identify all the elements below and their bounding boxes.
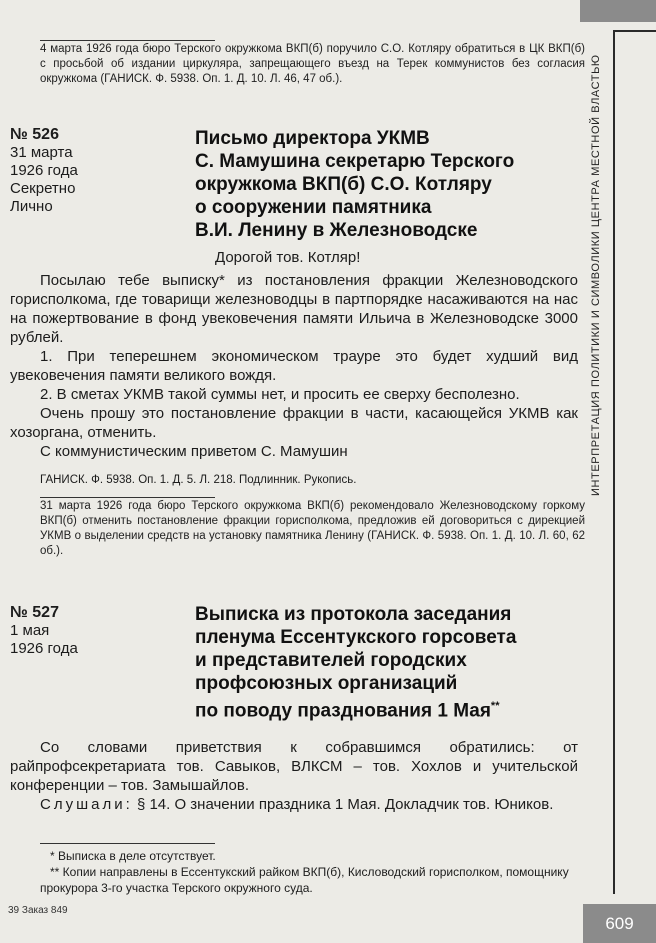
paragraph: [10, 795, 578, 814]
letter-body: [10, 271, 578, 461]
note-rule: [40, 40, 215, 41]
note-rule: [40, 497, 215, 498]
print-signature: 39 Заказ 849: [8, 905, 68, 916]
footnotes: [40, 848, 585, 896]
title-line: пленума Ессентукского горсовета: [195, 627, 517, 648]
doc-date: 1 мая: [10, 622, 50, 639]
title-line: и представителей городских: [195, 650, 467, 671]
page-number: 609: [583, 904, 656, 943]
title-line: [195, 695, 516, 722]
paragraph: 1. При теперешнем экономическом трауре это будет худший вид увековечения памяти великого вождя.: [10, 348, 578, 384]
title-line: С. Мамушина секретарю Терского: [195, 151, 515, 172]
doc-year: 1926 года: [10, 162, 78, 179]
doc-year: 1926 года: [10, 640, 78, 657]
paragraph: Очень прошу это постановление фракции в части, касающейся УКМВ как хозоргана, отменить.: [10, 405, 578, 441]
doc-title: [195, 127, 514, 242]
top-note: 4 марта 1926 года бюро Терского окружкома ВКП(б) поручило С.О. Котляру обратиться в ЦК ВКП(б) с просьбой об издании циркуляра, запрещающего въезд на Терек коммунистов без согласия окружкома (ГАНИСК. Ф. 5938. Оп. 1. Д. 10. Л. 46, 47 об.).: [40, 43, 585, 85]
doc-classification-2: Лично: [10, 198, 53, 215]
doc-meta: [10, 144, 78, 216]
title-line: В.И. Ленину в Железноводске: [195, 220, 478, 241]
title-line: Письмо директора УКМВ: [195, 128, 430, 149]
heard-label: Слушали:: [40, 796, 133, 813]
footnote-mark: **: [490, 700, 500, 712]
footnote: * Выписка в деле отсутствует.: [50, 849, 216, 863]
side-frame: [613, 30, 656, 894]
footnote: ** Копии направлены в Ессентукский райком ВКП(б), Кисловодский горисполком, помощнику прокурора 3-го участка Терского окружного суда.: [40, 865, 569, 895]
running-header: ИНТЕРПРЕТАЦИЯ ПОЛИТИКИ И СИМВОЛИКИ ЦЕНТРА МЕСТНОЙ ВЛАСТЬЮ: [590, 54, 602, 496]
doc-number: № 526: [10, 126, 59, 143]
title-line: о сооружении памятника: [195, 197, 432, 218]
archive-reference: ГАНИСК. Ф. 5938. Оп. 1. Д. 5. Л. 218. Подлинник. Рукопись.: [40, 474, 357, 486]
signature-line: С коммунистическим приветом С. Мамушин: [40, 443, 348, 460]
doc-title: [195, 603, 516, 722]
doc-date: 31 марта: [10, 144, 73, 161]
title-line: Выписка из протокола заседания: [195, 604, 512, 625]
paragraph: 2. В сметах УКМВ такой суммы нет, и просить ее сверху бесполезно.: [40, 386, 520, 403]
title-line-text: по поводу празднования 1 Мая: [195, 700, 491, 722]
middle-note: 31 марта 1926 года бюро Терского окружкома ВКП(б) рекомендовало Железноводскому горкому ВКП(б) отменить постановление фракции горисполкома, предложив ей договориться с дирекцией УКМВ о выделении средств на установку памятника Ленину (ГАНИСК. Ф. 5938. Оп. 1. Д. 10. Л. 60, 62 об.).: [40, 500, 585, 557]
heard-text: § 14. О значении праздника 1 Мая. Докладчик тов. Юников.: [136, 796, 554, 813]
doc-meta: [10, 622, 78, 658]
top-tab-marker: [580, 0, 656, 22]
greeting: Дорогой тов. Котляр!: [215, 249, 361, 266]
title-line: окружкома ВКП(б) С.О. Котляру: [195, 174, 492, 195]
paragraph: Посылаю тебе выписку* из постановления фракции Железноводского горисполкома, где товарищи железноводцы в партпорядке насаживаются на нас на пожертвование в фонд увековечения памяти Ильича в Железноводске 3000 рублей.: [10, 272, 578, 346]
doc-classification: Секретно: [10, 180, 76, 197]
doc-number: № 527: [10, 604, 59, 621]
title-line: профсоюзных организаций: [195, 673, 458, 694]
protocol-body: [10, 738, 578, 814]
footnote-rule: [40, 843, 215, 844]
paragraph: Со словами приветствия к собравшимся обратились: от райпрофсекретариата тов. Савыков, ВЛКСМ – тов. Хохлов и учительской конференции – тов. Замышайлов.: [10, 739, 578, 794]
